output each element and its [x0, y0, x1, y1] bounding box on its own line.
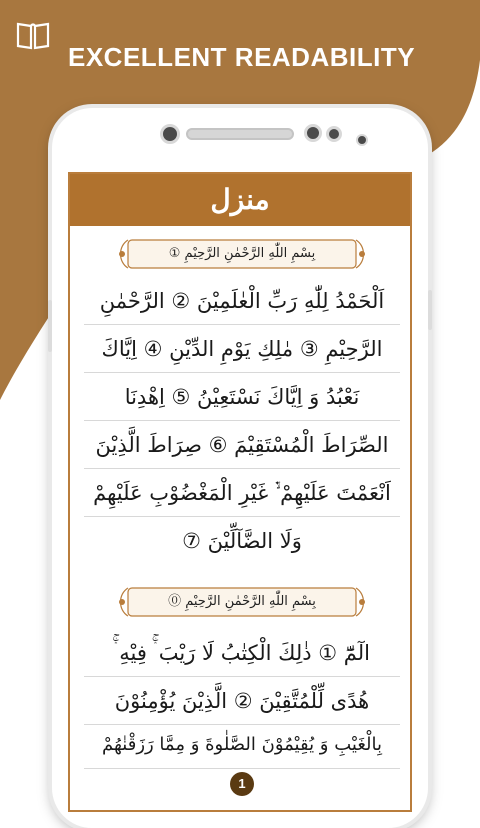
- phone-side-button: [428, 290, 432, 330]
- verse-line[interactable]: اَلْحَمْدُ لِلّٰهِ رَبِّ الْعٰلَمِيْنَ ② الرَّحْمٰنِ: [84, 278, 400, 325]
- verse-line[interactable]: اَنْعَمْتَ عَلَيْهِمْ ۙ۬ غَيْرِ الْمَغْضُوْبِ عَلَيْهِمْ: [84, 470, 400, 517]
- basmala-frame: [114, 236, 370, 272]
- basmala-text: بِسْمِ اللّٰهِ الرَّحْمٰنِ الرَّحِيْمِ ①: [168, 246, 316, 261]
- quran-page[interactable]: [68, 172, 412, 812]
- sensor-dot: [326, 126, 342, 142]
- sensor-dot: [304, 124, 322, 142]
- verse-line[interactable]: الصِّرَاطَ الْمُسْتَقِيْمَ ⑥ صِرَاطَ الَّذِيْنَ: [84, 422, 400, 469]
- front-camera: [160, 124, 180, 144]
- phone-speaker: [186, 128, 294, 140]
- verse-line[interactable]: هُدًى لِّلْمُتَّقِيْنَ ② الَّذِيْنَ يُؤْمِنُوْنَ: [84, 678, 400, 725]
- verse-line[interactable]: الرَّحِيْمِ ③ مٰلِكِ يَوْمِ الدِّيْنِ ④ اِيَّاكَ: [84, 326, 400, 373]
- verse-line[interactable]: وَلَا الضَّآلِّيْنَ ⑦: [182, 529, 302, 553]
- basmala-frame: [114, 584, 370, 620]
- verse-line[interactable]: الٓمّٓ ① ذٰلِكَ الْكِتٰبُ لَا رَيْبَ ۛۚ فِيْهِ ۛۚ: [84, 630, 400, 677]
- sensor-dot: [356, 134, 368, 146]
- tagline: EXCELLENT READABILITY: [68, 42, 416, 72]
- open-book-icon: [16, 18, 50, 52]
- phone-side-button: [48, 300, 52, 352]
- basmala-text: بِسْمِ اللّٰهِ الرَّحْمٰنِ الرَّحِيْمِ ⓪: [168, 594, 316, 609]
- verse-line[interactable]: بِالْغَيْبِ وَ يُقِيْمُوْنَ الصَّلٰوةَ وَ مِمَّا رَزَقْنٰهُمْ: [84, 722, 400, 769]
- page-title: منزل: [70, 174, 410, 226]
- page-number-badge: 1: [230, 772, 254, 796]
- verse-line[interactable]: نَعْبُدُ وَ اِيَّاكَ نَسْتَعِيْنُ ⑤ اِهْدِنَا: [84, 374, 400, 421]
